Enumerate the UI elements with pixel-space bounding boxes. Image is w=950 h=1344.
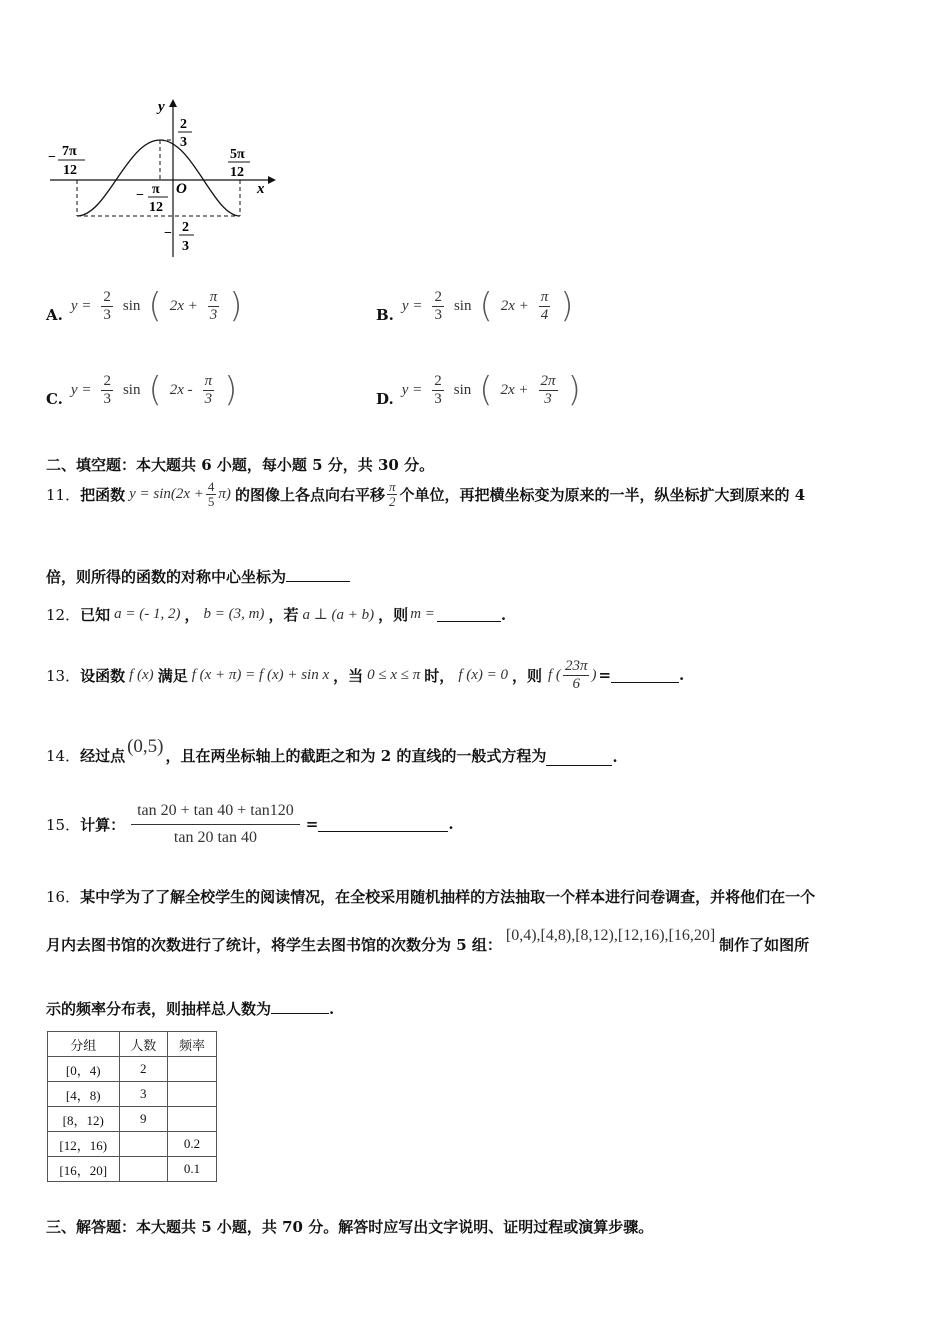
table-header-cell: 人数 (119, 1032, 167, 1057)
table-header-cell: 分组 (48, 1032, 120, 1057)
question-14: 14． 经过点 (0,5) ，且在两坐标轴上的截距之和为 2 的直线的一般式方程为 . (46, 736, 618, 766)
table-row: [8，12) 9 (48, 1107, 217, 1132)
table-row: [16，20] 0.1 (48, 1157, 217, 1182)
option-b[interactable]: B. y = $\frac{2}{3}$ sin ( 2x + $\frac{\pi}{4}$ ) (376, 286, 574, 326)
x-label: x (257, 181, 265, 197)
option-a[interactable]: A. y = $\frac{2}{3}$ sin ( 2x + $\frac{\pi}{3}$ ) (46, 286, 243, 326)
y-label: y (158, 99, 165, 115)
mid-num: π (152, 182, 160, 197)
question-11-line2: 倍，则所得的函数的对称中心坐标为 (46, 566, 350, 587)
right-num: 5π (230, 147, 245, 162)
question-16-line3: 示的频率分布表，则抽样总人数为 . (46, 1000, 335, 1018)
bottom-den: 3 (182, 239, 189, 254)
answer-blank[interactable] (437, 607, 501, 622)
right-den: 12 (230, 165, 244, 180)
left-sign: − (48, 150, 56, 165)
table-header (48, 1032, 217, 1057)
table-row: [12，16) 0.2 (48, 1132, 217, 1157)
table-row: [4，8) 3 (48, 1082, 217, 1107)
answer-blank[interactable] (271, 1013, 329, 1014)
sine-graph (40, 95, 280, 260)
question-13: 13． 设函数 f (x) 满足 f (x + π) = f (x) + sin x ，当 0 ≤ x ≤ π 时， f (x) = 0 ，则 f ( $\frac{23\pi}{6}$ ) = . (46, 658, 685, 692)
answer-blank[interactable] (611, 668, 679, 683)
question-12: 12． 已知 a = (- 1, 2) ， b = (3, m) ，若 a ⊥ (a + b) ，则 m = . (46, 605, 507, 624)
table-row: [0，4) 2 (48, 1057, 217, 1082)
table-header-cell: 频率 (168, 1032, 217, 1057)
mid-den: 12 (149, 200, 163, 215)
section-2-heading: 二、填空题：本大题共 6 小题，每小题 5 分，共 30 分。 (46, 456, 435, 474)
option-letter: B. (376, 306, 394, 324)
left-den: 12 (63, 163, 77, 178)
x-axis-arrow (268, 176, 276, 184)
top-num: 2 (180, 117, 187, 132)
top-den: 3 (180, 135, 187, 150)
question-11: 11． 把函数 y = sin(2x + $\frac{4}{5}$ π) 的图像上各点向右平移 $\frac{\pi}{2}$ 个单位，再把横坐标变为原来的一半，纵坐标扩大到原来的 4 (46, 479, 806, 510)
option-letter: D. (376, 390, 394, 408)
question-15: 15． 计算： $\frac{\tan 20 + \tan 40 + \tan 120}{\tan 20 \tan 40}$ = . (46, 802, 454, 846)
question-16-line1: 16．某中学为了了解全校学生的阅读情况，在全校采用随机抽样的方法抽取一个样本进行问卷调查，并将他们在一个 (46, 888, 816, 906)
mid-sign: − (136, 188, 144, 203)
answer-blank[interactable] (286, 581, 350, 582)
y-axis-arrow (169, 99, 177, 107)
option-letter: C. (46, 390, 63, 408)
option-c[interactable]: C. y = $\frac{2}{3}$ sin ( 2x - $\frac{\pi}{3}$ ) (46, 370, 238, 410)
bottom-sign: − (164, 226, 172, 241)
question-16-line2: 月内去图书馆的次数进行了统计，将学生去图书馆的次数分为 5 组： [0,4),[4,8),[8,12),[12,16),[16,20] 制作了如图所 (46, 927, 810, 954)
answer-blank[interactable] (318, 817, 448, 832)
origin-label: O (176, 181, 187, 197)
option-letter: A. (46, 306, 63, 324)
option-d[interactable]: D. y = $\frac{2}{3}$ sin ( 2x + $\frac{2\pi}{3}$ ) (376, 370, 581, 410)
bottom-num: 2 (182, 220, 189, 235)
answer-blank[interactable] (546, 751, 612, 766)
left-num: 7π (62, 144, 77, 159)
section-3-heading: 三、解答题：本大题共 5 小题，共 70 分。解答时应写出文字说明、证明过程或演算步骤。 (46, 1218, 654, 1236)
frequency-table (47, 1031, 217, 1182)
